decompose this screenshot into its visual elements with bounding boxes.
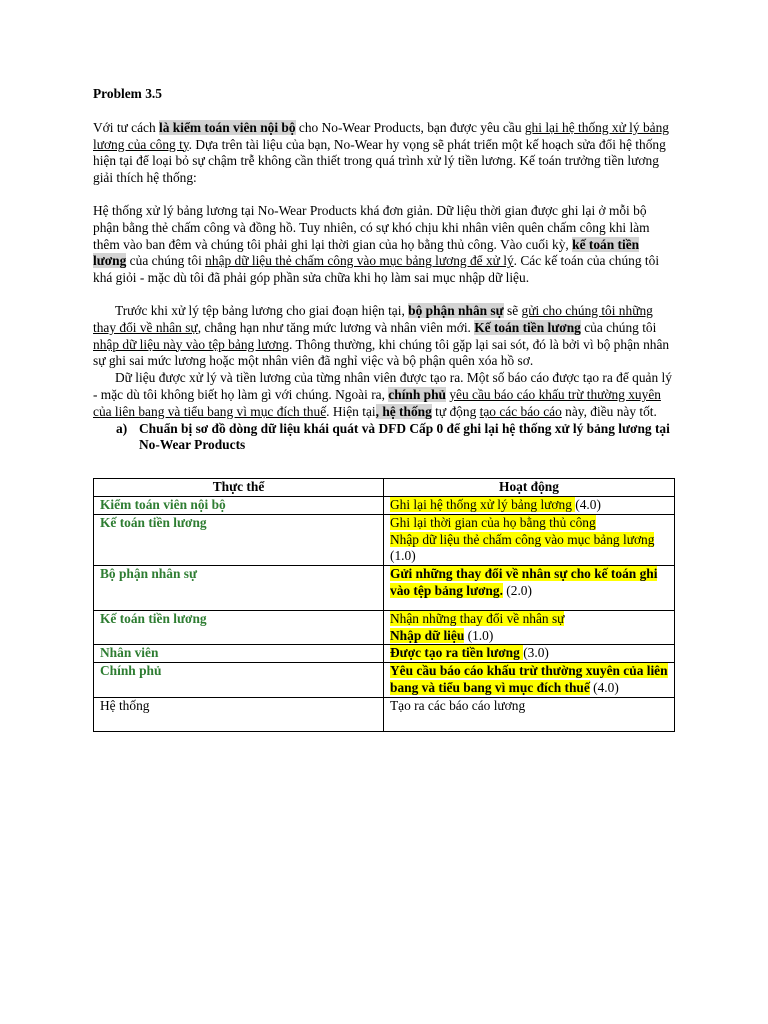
- text-run: của chúng tôi: [580, 319, 657, 335]
- activity-text: Yêu cầu báo cáo khấu trừ thường xuyên của liên bang và tiểu bang vì mục đích thuế: [390, 663, 668, 695]
- entity-cell: Nhân viên: [94, 645, 384, 663]
- activity-cell: [384, 697, 675, 731]
- activity-text: Gửi những thay đổi về nhân sự cho kế toán ghi vào tệp bảng lương.: [390, 566, 658, 598]
- table-row: [94, 514, 675, 565]
- activity-cell: [384, 566, 675, 611]
- text-run: này, điều này tốt.: [561, 403, 657, 419]
- table-row: [94, 645, 675, 663]
- text-run: . Dựa trên tài liệu của bạn, No-Wear hy vọng sẽ phát triển một kế hoạch sửa đổi hệ thống hiện tại để loại bỏ sự chậm trễ không cần thiết trong quá trình xử lý tiền lương. Kế toán trưởng tiền lương giải thích hệ thống:: [93, 136, 666, 186]
- activity-cell: [384, 610, 675, 645]
- process-code: (4.0): [589, 679, 619, 695]
- activity-text: Nhập dữ liệu: [390, 627, 465, 643]
- process-code: (1.0): [390, 548, 416, 564]
- text-run: sẽ: [503, 302, 522, 318]
- entity-cell: Hệ thống: [94, 697, 384, 731]
- process-code: (4.0): [575, 496, 601, 512]
- text-run: Trước khi xử lý tệp bảng lương cho giai đoạn hiện tại,: [115, 302, 409, 318]
- activity-text: Nhận những thay đổi về nhân sự: [390, 610, 565, 626]
- activity-cell: [384, 663, 675, 698]
- header-activity: Hoạt động: [384, 479, 675, 497]
- activity-text: Ghi lại hệ thống xử lý bảng lương: [390, 496, 576, 512]
- table-header-row: [94, 479, 675, 497]
- underlined-task: tạo các báo cáo: [479, 403, 562, 419]
- highlight-system: , hệ thống: [375, 403, 432, 419]
- underlined-task: nhập dữ liệu thẻ chấm công vào mục bảng lương để xử lý: [205, 253, 514, 269]
- text-run: Hệ thống xử lý bảng lương tại No-Wear Products khá đơn giản. Dữ liệu thời gian được ghi lại ở mỗi bộ phận bằng thẻ chấm công và đồng hồ. Tuy nhiên, có sự khó chịu khi nhân viên quên chấm công khi làm thêm vào ban đêm và chúng tôi phải ghi lại thời gian của họ bằng thủ công. Vào cuối kỳ,: [93, 202, 650, 252]
- text-run: cho No-Wear Products, bạn được yêu cầu: [295, 119, 525, 135]
- entity-cell: Chính phủ: [94, 663, 384, 698]
- intro-paragraph: [93, 120, 675, 187]
- header-entity: Thực thể: [94, 479, 384, 497]
- underlined-task: nhập dữ liệu này vào tệp bảng lương: [93, 336, 290, 352]
- question-text: Chuẩn bị sơ đồ dòng dữ liệu khái quát và DFD Cấp 0 để ghi lại hệ thống xử lý bảng lương tại No-Wear Products: [139, 420, 670, 453]
- text-run: , chẳng hạn như tăng mức lương và nhân viên mới.: [197, 319, 475, 335]
- text-run: Dữ liệu được xử lý và tiền lương của từng nhân viên được tạo ra. Một số báo cáo được tạo ra để quản lý - mặc dù tôi không biết họ làm gì với chúng. Ngoài ra,: [93, 370, 672, 402]
- question-a: [93, 421, 675, 455]
- table-row: [94, 610, 675, 645]
- activity-text: Được tạo ra tiền lương: [390, 645, 524, 661]
- text-run: . Các kế toán của chúng tôi khá giỏi - mặc dù tôi đã phải góp phần sửa chữa khi họ làm sai mục nhập dữ liệu.: [93, 253, 660, 286]
- underlined-task: yêu cầu báo cáo khấu trừ thường xuyên của liên bang và tiểu bang vì mục đích thuế: [93, 386, 661, 419]
- highlight-payroll-accountant: kế toán tiền lương: [93, 236, 640, 269]
- text-run: . Thông thường, khi chúng tôi gặp lại sai sót, đó là bởi vì bộ phận nhân sự ghi sai mức lương hoặc một nhân viên đã nghỉ việc và bộ phận quên xóa hồ sơ.: [93, 336, 670, 369]
- highlight-payroll-accountant: Kế toán tiền lương: [474, 319, 581, 335]
- entity-activity-table: [93, 478, 675, 732]
- text-run: . Hiện tại: [326, 403, 376, 419]
- entity-cell: Kế toán tiền lương: [94, 610, 384, 645]
- highlight-government: chính phủ: [388, 386, 446, 402]
- text-run: tự động: [431, 403, 480, 419]
- table-row: [94, 566, 675, 611]
- table-row: [94, 663, 675, 698]
- hr-paragraph: [93, 303, 675, 370]
- activity-cell: [384, 514, 675, 565]
- process-code: (2.0): [502, 582, 532, 598]
- activity-cell: [384, 496, 675, 514]
- problem-title: Problem 3.5: [93, 86, 162, 101]
- system-paragraph: [93, 203, 675, 287]
- table-row: [94, 697, 675, 731]
- activity-text: Tạo ra các báo cáo lương: [390, 697, 526, 713]
- underlined-task: ghi lại hệ thống xử lý bảng lương của công ty: [93, 119, 669, 152]
- activity-cell: [384, 645, 675, 663]
- underlined-task: gửi cho chúng tôi những thay đổi về nhân sự: [93, 302, 653, 335]
- activity-text: Nhập dữ liệu thẻ chấm công vào mục bảng lương: [390, 531, 655, 547]
- text-run: Với tư cách: [93, 119, 160, 135]
- activity-text: Ghi lại thời gian của họ bằng thủ công: [390, 514, 596, 530]
- highlight-internal-auditor: là kiểm toán viên nội bộ: [159, 119, 296, 135]
- entity-cell: Bộ phận nhân sự: [94, 566, 384, 611]
- entity-cell: Kế toán tiền lương: [94, 514, 384, 565]
- question-number: a): [116, 420, 128, 436]
- processing-paragraph: [93, 370, 675, 420]
- process-code: (3.0): [523, 645, 549, 661]
- text-run: của chúng tôi: [126, 253, 206, 269]
- document-page: [93, 86, 675, 732]
- highlight-hr-department: bộ phận nhân sự: [408, 302, 504, 318]
- entity-cell: Kiểm toán viên nội bộ: [94, 496, 384, 514]
- table-row: [94, 496, 675, 514]
- process-code: (1.0): [464, 627, 494, 643]
